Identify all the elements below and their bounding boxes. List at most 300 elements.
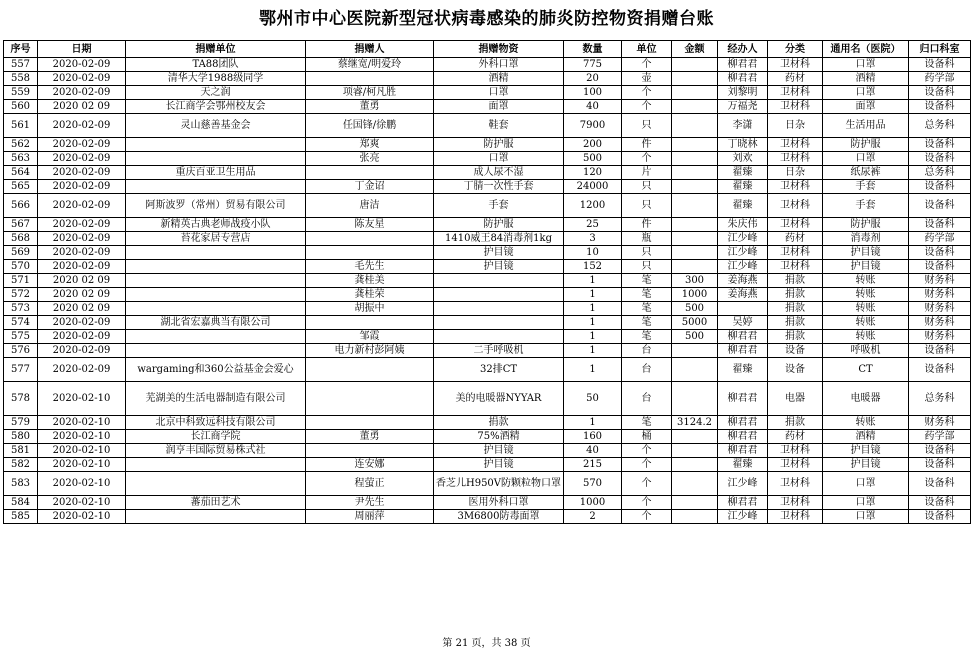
cell-date: 2020-02-10 — [38, 496, 126, 510]
cell-department: 设备科 — [909, 138, 971, 152]
cell-department: 财务科 — [909, 416, 971, 430]
cell-date: 2020-02-09 — [38, 166, 126, 180]
cell-seq: 580 — [4, 430, 38, 444]
table-row — [4, 260, 971, 274]
col-header: 捐赠物资 — [434, 41, 564, 58]
cell-department: 总务科 — [909, 114, 971, 138]
cell-amount — [672, 114, 718, 138]
cell-item: 防护服 — [434, 218, 564, 232]
cell-quantity: 200 — [564, 138, 622, 152]
cell-unit: 台 — [622, 358, 672, 382]
cell-date: 2020-02-10 — [38, 458, 126, 472]
cell-category: 卫材科 — [768, 458, 823, 472]
col-header: 金额 — [672, 41, 718, 58]
cell-category: 捐款 — [768, 302, 823, 316]
cell-amount — [672, 232, 718, 246]
cell-donor-person — [306, 382, 434, 416]
cell-amount: 3124.2 — [672, 416, 718, 430]
cell-handler: 翟臻 — [718, 180, 768, 194]
cell-unit: 个 — [622, 58, 672, 72]
cell-handler: 吴婷 — [718, 316, 768, 330]
cell-date: 2020-02-10 — [38, 472, 126, 496]
cell-handler: 柳君君 — [718, 72, 768, 86]
table-row — [4, 166, 971, 180]
cell-department: 设备科 — [909, 100, 971, 114]
cell-donor-org: 长江商学院 — [126, 430, 306, 444]
cell-quantity: 40 — [564, 444, 622, 458]
table-row — [4, 510, 971, 524]
cell-donor-org — [126, 288, 306, 302]
table-header-row — [4, 41, 971, 58]
cell-quantity: 3 — [564, 232, 622, 246]
cell-unit: 笔 — [622, 330, 672, 344]
cell-department: 财务科 — [909, 288, 971, 302]
cell-category: 卫材科 — [768, 218, 823, 232]
cell-donor-org: 北京中科致远科技有限公司 — [126, 416, 306, 430]
cell-quantity: 1200 — [564, 194, 622, 218]
cell-quantity: 570 — [564, 472, 622, 496]
cell-unit: 壶 — [622, 72, 672, 86]
cell-seq: 585 — [4, 510, 38, 524]
cell-unit: 个 — [622, 100, 672, 114]
cell-donor-org — [126, 260, 306, 274]
cell-amount — [672, 86, 718, 100]
cell-donor-person — [306, 246, 434, 260]
cell-date: 2020-02-10 — [38, 382, 126, 416]
cell-donor-org: TA88团队 — [126, 58, 306, 72]
cell-category: 卫材科 — [768, 86, 823, 100]
cell-quantity: 775 — [564, 58, 622, 72]
table-row — [4, 86, 971, 100]
cell-date: 2020-02-09 — [38, 114, 126, 138]
cell-donor-org — [126, 344, 306, 358]
cell-generic-name: 生活用品 — [823, 114, 909, 138]
table-body — [4, 58, 971, 524]
cell-seq: 563 — [4, 152, 38, 166]
cell-donor-org — [126, 472, 306, 496]
cell-donor-org: 苔花家居专营店 — [126, 232, 306, 246]
cell-item: 32排CT — [434, 358, 564, 382]
cell-date: 2020-02-09 — [38, 232, 126, 246]
table-row — [4, 302, 971, 316]
cell-amount: 500 — [672, 330, 718, 344]
table-row — [4, 382, 971, 416]
cell-seq: 564 — [4, 166, 38, 180]
cell-donor-person: 胡振中 — [306, 302, 434, 316]
cell-department: 设备科 — [909, 458, 971, 472]
cell-donor-person: 陈友星 — [306, 218, 434, 232]
cell-category: 设备 — [768, 358, 823, 382]
cell-quantity: 24000 — [564, 180, 622, 194]
cell-item: 护目镜 — [434, 444, 564, 458]
cell-date: 2020-02-10 — [38, 510, 126, 524]
cell-department: 药学部 — [909, 430, 971, 444]
col-header: 数量 — [564, 41, 622, 58]
cell-quantity: 160 — [564, 430, 622, 444]
cell-donor-org: 新精英古典老师战疫小队 — [126, 218, 306, 232]
cell-donor-org: 湖北省宏嘉典当有限公司 — [126, 316, 306, 330]
cell-amount — [672, 138, 718, 152]
cell-item: 香芝儿H950V防颗粒物口罩 — [434, 472, 564, 496]
cell-quantity: 1 — [564, 330, 622, 344]
cell-quantity: 1 — [564, 416, 622, 430]
cell-unit: 台 — [622, 382, 672, 416]
cell-category: 药材 — [768, 232, 823, 246]
cell-donor-org — [126, 152, 306, 166]
cell-seq: 557 — [4, 58, 38, 72]
cell-seq: 583 — [4, 472, 38, 496]
cell-unit: 笔 — [622, 288, 672, 302]
cell-donor-person: 唐洁 — [306, 194, 434, 218]
cell-handler: 江少峰 — [718, 246, 768, 260]
cell-handler: 刘黎明 — [718, 86, 768, 100]
cell-seq: 575 — [4, 330, 38, 344]
table-row — [4, 416, 971, 430]
cell-department: 药学部 — [909, 72, 971, 86]
cell-amount — [672, 458, 718, 472]
page-footer: 第 21 页，共 38 页 — [442, 638, 531, 649]
cell-donor-org: 阿斯波罗（常州）贸易有限公司 — [126, 194, 306, 218]
col-header: 捐赠人 — [306, 41, 434, 58]
cell-handler — [718, 302, 768, 316]
cell-handler: 姜海燕 — [718, 288, 768, 302]
cell-donor-org: 蕃茄田艺术 — [126, 496, 306, 510]
cell-donor-person — [306, 72, 434, 86]
cell-donor-person — [306, 316, 434, 330]
cell-date: 2020-02-10 — [38, 444, 126, 458]
cell-unit: 件 — [622, 218, 672, 232]
cell-seq: 578 — [4, 382, 38, 416]
cell-quantity: 1 — [564, 358, 622, 382]
cell-donor-person: 项睿/柯凡胜 — [306, 86, 434, 100]
cell-generic-name: 防护服 — [823, 138, 909, 152]
donation-ledger-table — [3, 40, 971, 524]
cell-item: 二手呼吸机 — [434, 344, 564, 358]
table-row — [4, 138, 971, 152]
cell-unit: 个 — [622, 510, 672, 524]
cell-department: 设备科 — [909, 444, 971, 458]
cell-category: 卫材科 — [768, 496, 823, 510]
cell-seq: 571 — [4, 274, 38, 288]
cell-generic-name: CT — [823, 358, 909, 382]
cell-category: 卫材科 — [768, 58, 823, 72]
cell-donor-person — [306, 444, 434, 458]
cell-generic-name: 酒精 — [823, 72, 909, 86]
cell-unit: 只 — [622, 194, 672, 218]
col-header: 经办人 — [718, 41, 768, 58]
cell-quantity: 120 — [564, 166, 622, 180]
cell-department: 设备科 — [909, 152, 971, 166]
cell-amount — [672, 444, 718, 458]
cell-category: 捐款 — [768, 274, 823, 288]
table-row — [4, 180, 971, 194]
table-row — [4, 246, 971, 260]
cell-date: 2020-02-10 — [38, 430, 126, 444]
cell-item: 医用外科口罩 — [434, 496, 564, 510]
cell-item: 护目镜 — [434, 458, 564, 472]
cell-item: 75%酒精 — [434, 430, 564, 444]
cell-department: 设备科 — [909, 86, 971, 100]
cell-handler: 翟臻 — [718, 166, 768, 180]
cell-seq: 559 — [4, 86, 38, 100]
cell-donor-person: 董勇 — [306, 100, 434, 114]
cell-item: 捐款 — [434, 416, 564, 430]
cell-department: 设备科 — [909, 180, 971, 194]
cell-item: 鞋套 — [434, 114, 564, 138]
cell-department: 总务科 — [909, 382, 971, 416]
table-row — [4, 330, 971, 344]
cell-unit: 只 — [622, 114, 672, 138]
table-row — [4, 274, 971, 288]
cell-donor-person: 程萤正 — [306, 472, 434, 496]
cell-category: 卫材科 — [768, 152, 823, 166]
cell-amount — [672, 246, 718, 260]
cell-unit: 笔 — [622, 274, 672, 288]
cell-seq: 582 — [4, 458, 38, 472]
table-row — [4, 114, 971, 138]
cell-unit: 只 — [622, 260, 672, 274]
cell-date: 2020-02-09 — [38, 194, 126, 218]
cell-generic-name: 护目镜 — [823, 246, 909, 260]
cell-generic-name: 电暖器 — [823, 382, 909, 416]
cell-date: 2020-02-09 — [38, 152, 126, 166]
cell-amount: 1000 — [672, 288, 718, 302]
cell-donor-org: 重庆百亚卫生用品 — [126, 166, 306, 180]
cell-donor-person: 龚桂荣 — [306, 288, 434, 302]
cell-donor-person: 董勇 — [306, 430, 434, 444]
cell-donor-person: 邹霞 — [306, 330, 434, 344]
cell-department: 设备科 — [909, 218, 971, 232]
cell-generic-name: 转账 — [823, 416, 909, 430]
cell-donor-person — [306, 358, 434, 382]
cell-amount — [672, 180, 718, 194]
cell-donor-org: 芜湖美的生活电器制造有限公司 — [126, 382, 306, 416]
table-row — [4, 430, 971, 444]
cell-donor-org: wargaming和360公益基金会爱心 — [126, 358, 306, 382]
cell-date: 2020-02-09 — [38, 72, 126, 86]
cell-seq: 560 — [4, 100, 38, 114]
table-row — [4, 458, 971, 472]
table-row — [4, 496, 971, 510]
cell-item: 口罩 — [434, 152, 564, 166]
cell-donor-person: 龚桂美 — [306, 274, 434, 288]
cell-seq: 565 — [4, 180, 38, 194]
cell-donor-org: 清华大学1988级同学 — [126, 72, 306, 86]
cell-seq: 584 — [4, 496, 38, 510]
cell-unit: 只 — [622, 246, 672, 260]
cell-quantity: 1 — [564, 302, 622, 316]
cell-generic-name: 呼吸机 — [823, 344, 909, 358]
cell-category: 日杂 — [768, 166, 823, 180]
cell-donor-person: 连安娜 — [306, 458, 434, 472]
cell-donor-org — [126, 180, 306, 194]
cell-date: 2020-02-09 — [38, 180, 126, 194]
cell-unit: 个 — [622, 458, 672, 472]
cell-item: 护目镜 — [434, 260, 564, 274]
cell-handler: 柳君君 — [718, 444, 768, 458]
cell-quantity: 7900 — [564, 114, 622, 138]
cell-amount — [672, 430, 718, 444]
cell-seq: 561 — [4, 114, 38, 138]
cell-category: 捐款 — [768, 330, 823, 344]
cell-unit: 笔 — [622, 416, 672, 430]
cell-donor-person: 任国锋/徐鹏 — [306, 114, 434, 138]
cell-generic-name: 防护服 — [823, 218, 909, 232]
col-header: 归口科室 — [909, 41, 971, 58]
cell-generic-name: 护目镜 — [823, 444, 909, 458]
cell-quantity: 500 — [564, 152, 622, 166]
cell-date: 2020-02-09 — [38, 260, 126, 274]
cell-handler: 柳君君 — [718, 330, 768, 344]
cell-unit: 只 — [622, 180, 672, 194]
cell-department: 财务科 — [909, 316, 971, 330]
cell-handler: 翟臻 — [718, 458, 768, 472]
cell-category: 卫材科 — [768, 138, 823, 152]
cell-generic-name: 转账 — [823, 274, 909, 288]
cell-amount — [672, 100, 718, 114]
cell-amount — [672, 218, 718, 232]
cell-donor-org — [126, 330, 306, 344]
cell-date: 2020-02-09 — [38, 316, 126, 330]
cell-date: 2020-02-10 — [38, 416, 126, 430]
cell-department: 总务科 — [909, 166, 971, 180]
cell-item: 1410威王84消毒剂1kg — [434, 232, 564, 246]
cell-generic-name: 纸尿裤 — [823, 166, 909, 180]
cell-date: 2020-02-09 — [38, 330, 126, 344]
cell-generic-name: 手套 — [823, 180, 909, 194]
cell-donor-person — [306, 166, 434, 180]
cell-handler: 翟臻 — [718, 358, 768, 382]
cell-unit: 笔 — [622, 316, 672, 330]
cell-seq: 562 — [4, 138, 38, 152]
cell-generic-name: 护目镜 — [823, 458, 909, 472]
col-header: 序号 — [4, 41, 38, 58]
cell-quantity: 25 — [564, 218, 622, 232]
cell-donor-person: 丁金诏 — [306, 180, 434, 194]
cell-item: 3M6800防毒面罩 — [434, 510, 564, 524]
cell-quantity: 100 — [564, 86, 622, 100]
cell-quantity: 1000 — [564, 496, 622, 510]
cell-donor-org: 灵山慈善基金会 — [126, 114, 306, 138]
cell-seq: 568 — [4, 232, 38, 246]
cell-generic-name: 转账 — [823, 288, 909, 302]
cell-unit: 片 — [622, 166, 672, 180]
cell-generic-name: 口罩 — [823, 510, 909, 524]
cell-donor-org — [126, 458, 306, 472]
cell-quantity: 50 — [564, 382, 622, 416]
cell-amount — [672, 194, 718, 218]
table-row — [4, 358, 971, 382]
cell-donor-person: 周丽萍 — [306, 510, 434, 524]
cell-item — [434, 288, 564, 302]
cell-quantity: 1 — [564, 316, 622, 330]
cell-unit: 笔 — [622, 302, 672, 316]
cell-item — [434, 302, 564, 316]
cell-donor-person: 毛先生 — [306, 260, 434, 274]
cell-department: 财务科 — [909, 274, 971, 288]
cell-amount: 500 — [672, 302, 718, 316]
cell-unit: 个 — [622, 86, 672, 100]
cell-generic-name: 面罩 — [823, 100, 909, 114]
cell-unit: 件 — [622, 138, 672, 152]
col-header: 分类 — [768, 41, 823, 58]
cell-handler: 姜海燕 — [718, 274, 768, 288]
cell-generic-name: 口罩 — [823, 496, 909, 510]
cell-handler: 万福尧 — [718, 100, 768, 114]
cell-category: 捐款 — [768, 288, 823, 302]
cell-department: 财务科 — [909, 302, 971, 316]
cell-department: 设备科 — [909, 194, 971, 218]
cell-item: 美的电暖器NYYAR — [434, 382, 564, 416]
cell-item: 丁腈一次性手套 — [434, 180, 564, 194]
cell-quantity: 20 — [564, 72, 622, 86]
cell-handler: 柳君君 — [718, 344, 768, 358]
cell-quantity: 1 — [564, 344, 622, 358]
cell-amount: 5000 — [672, 316, 718, 330]
cell-date: 2020 02 09 — [38, 288, 126, 302]
table-row — [4, 100, 971, 114]
cell-handler: 李潇 — [718, 114, 768, 138]
cell-seq: 577 — [4, 358, 38, 382]
cell-seq: 581 — [4, 444, 38, 458]
cell-quantity: 215 — [564, 458, 622, 472]
cell-category: 日杂 — [768, 114, 823, 138]
cell-seq: 573 — [4, 302, 38, 316]
cell-quantity: 1 — [564, 274, 622, 288]
cell-date: 2020-02-09 — [38, 138, 126, 152]
cell-category: 卫材科 — [768, 510, 823, 524]
cell-donor-org: 长江商学会鄂州校友会 — [126, 100, 306, 114]
cell-date: 2020-02-09 — [38, 358, 126, 382]
cell-donor-person: 尹先生 — [306, 496, 434, 510]
cell-department: 设备科 — [909, 260, 971, 274]
table-row — [4, 218, 971, 232]
col-header: 日期 — [38, 41, 126, 58]
cell-date: 2020 02 09 — [38, 100, 126, 114]
col-header: 通用名（医院） — [823, 41, 909, 58]
cell-seq: 574 — [4, 316, 38, 330]
cell-department: 设备科 — [909, 496, 971, 510]
cell-handler: 江少峰 — [718, 510, 768, 524]
cell-donor-org: 天之润 — [126, 86, 306, 100]
cell-donor-org — [126, 302, 306, 316]
cell-generic-name: 转账 — [823, 302, 909, 316]
cell-category: 卫材科 — [768, 180, 823, 194]
cell-amount: 300 — [672, 274, 718, 288]
cell-department: 设备科 — [909, 358, 971, 382]
cell-unit: 个 — [622, 496, 672, 510]
cell-category: 卫材科 — [768, 246, 823, 260]
table-row — [4, 316, 971, 330]
cell-donor-org — [126, 274, 306, 288]
cell-generic-name: 手套 — [823, 194, 909, 218]
cell-item: 口罩 — [434, 86, 564, 100]
cell-donor-person: 郑爽 — [306, 138, 434, 152]
cell-quantity: 2 — [564, 510, 622, 524]
cell-amount — [672, 260, 718, 274]
cell-category: 捐款 — [768, 316, 823, 330]
cell-seq: 570 — [4, 260, 38, 274]
cell-donor-person — [306, 232, 434, 246]
cell-seq: 572 — [4, 288, 38, 302]
cell-quantity: 10 — [564, 246, 622, 260]
cell-item: 面罩 — [434, 100, 564, 114]
cell-seq: 566 — [4, 194, 38, 218]
cell-date: 2020-02-09 — [38, 246, 126, 260]
cell-generic-name: 转账 — [823, 330, 909, 344]
cell-quantity: 152 — [564, 260, 622, 274]
table-row — [4, 194, 971, 218]
